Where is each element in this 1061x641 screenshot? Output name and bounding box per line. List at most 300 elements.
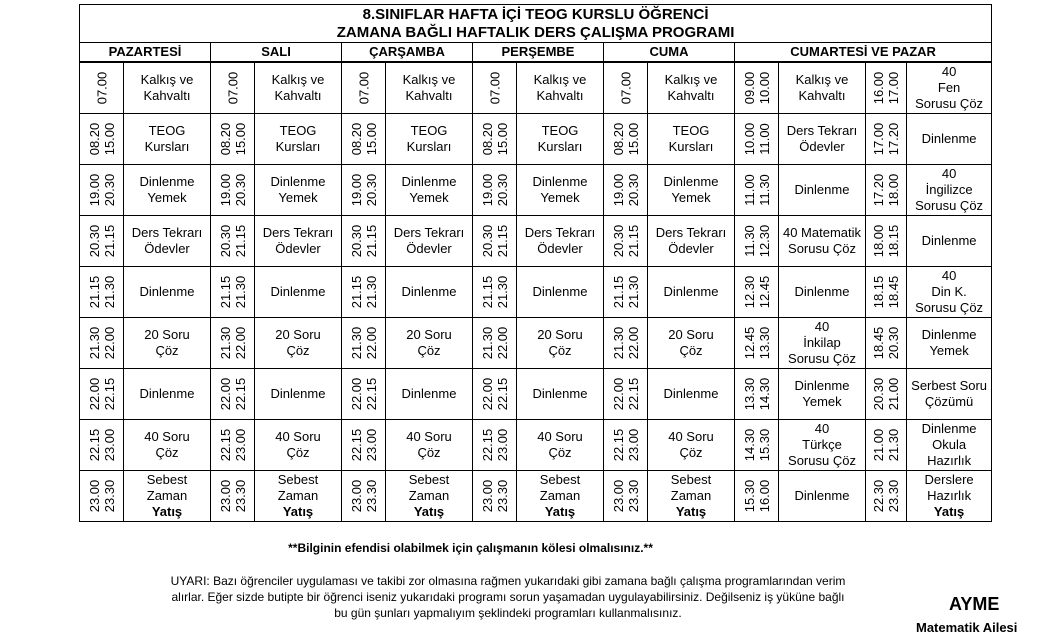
activity-cell bbox=[255, 216, 342, 267]
time-value: 12.45 bbox=[741, 326, 757, 360]
time-value: 21.15 bbox=[479, 275, 495, 309]
time-value: 22.00 bbox=[232, 326, 248, 360]
activity-line: Dinlenme bbox=[401, 174, 457, 189]
time-value: 19.00 bbox=[86, 173, 102, 207]
activity-line: Dinlenme bbox=[663, 284, 719, 299]
time-value: 21.15 bbox=[494, 224, 510, 258]
time-range bbox=[742, 72, 772, 105]
schedule-row bbox=[80, 420, 992, 471]
time-range bbox=[611, 429, 641, 462]
activity-line: Dinlenme bbox=[270, 284, 326, 299]
activity-cell bbox=[648, 165, 735, 216]
activity-cell bbox=[648, 114, 735, 165]
time-range bbox=[871, 378, 901, 411]
activity-line: Dinlenme bbox=[794, 182, 850, 197]
time-value: 08.20 bbox=[610, 122, 626, 156]
activity-line: Kahvaltı bbox=[798, 88, 846, 103]
time-range bbox=[349, 174, 379, 207]
time-range bbox=[94, 72, 109, 105]
time-value: 23.00 bbox=[610, 479, 626, 513]
time-cell bbox=[604, 369, 648, 420]
activity-line: Dinlenme bbox=[139, 174, 195, 189]
activity-line: TEOG bbox=[410, 123, 448, 138]
activity-line: Çöz bbox=[548, 445, 572, 460]
activity-cell bbox=[779, 267, 866, 318]
day-header-tuesday: SALI bbox=[211, 43, 342, 63]
time-value: 07.00 bbox=[225, 71, 240, 105]
time-value: 20.30 bbox=[363, 173, 379, 207]
time-value: 20.30 bbox=[494, 173, 510, 207]
time-cell bbox=[866, 216, 907, 267]
time-range bbox=[871, 225, 901, 258]
activity-cell bbox=[386, 369, 473, 420]
activity-cell bbox=[386, 471, 473, 522]
time-range bbox=[611, 378, 641, 411]
time-value: 21.30 bbox=[886, 428, 901, 462]
time-cell bbox=[473, 114, 517, 165]
activity-line: Çöz bbox=[548, 343, 572, 358]
activity-line: Ödevler bbox=[799, 139, 845, 154]
activity-line: Sorusu Çöz bbox=[915, 96, 984, 111]
time-value: 22.15 bbox=[348, 428, 364, 462]
activity-line: 40 bbox=[941, 166, 957, 181]
activity-line: Dinlenme bbox=[663, 174, 719, 189]
title-line-2: ZAMANA BAĞLI HAFTALIK DERS ÇALIŞMA PROGRAMI bbox=[336, 23, 735, 41]
time-value: 07.00 bbox=[356, 71, 371, 105]
activity-cell bbox=[386, 62, 473, 114]
time-value: 22.30 bbox=[871, 479, 886, 513]
time-range bbox=[611, 225, 641, 258]
time-cell bbox=[473, 165, 517, 216]
time-value: 15.30 bbox=[756, 428, 772, 462]
time-value: 14.30 bbox=[756, 377, 772, 411]
time-value: 15.30 bbox=[741, 479, 757, 513]
time-range bbox=[349, 225, 379, 258]
day-header-thursday: PERŞEMBE bbox=[473, 43, 604, 63]
time-value: 23.00 bbox=[494, 428, 510, 462]
activity-line: Dinlenme bbox=[794, 378, 850, 393]
activity-line: Sebest bbox=[408, 472, 450, 487]
time-cell bbox=[80, 267, 124, 318]
activity-line: Kahvaltı bbox=[536, 88, 584, 103]
activity-cell bbox=[648, 216, 735, 267]
activity-line: 40 Matematik bbox=[782, 225, 862, 240]
activity-line: 40 bbox=[814, 319, 830, 334]
time-range bbox=[349, 276, 379, 309]
time-value: 23.30 bbox=[886, 479, 901, 513]
time-value: 09.00 bbox=[741, 71, 757, 105]
time-value: 19.00 bbox=[217, 173, 233, 207]
activity-line: Dinlenme bbox=[532, 174, 588, 189]
time-range bbox=[611, 174, 641, 207]
time-range bbox=[87, 225, 117, 258]
time-value: 10.00 bbox=[756, 71, 772, 105]
time-value: 20.30 bbox=[232, 173, 248, 207]
activity-cell bbox=[779, 165, 866, 216]
time-value: 23.00 bbox=[625, 428, 641, 462]
motto-text: **Bilginin efendisi olabilmek için çalışmanın kölesi olmalısınız.** bbox=[288, 541, 653, 555]
time-range bbox=[218, 429, 248, 462]
time-cell bbox=[473, 62, 517, 114]
activity-line: 40 Soru bbox=[668, 429, 714, 444]
time-cell bbox=[342, 62, 386, 114]
time-value: 20.30 bbox=[625, 173, 641, 207]
time-value: 21.30 bbox=[217, 326, 233, 360]
time-cell bbox=[604, 62, 648, 114]
time-cell bbox=[473, 369, 517, 420]
activity-cell bbox=[255, 165, 342, 216]
bedtime-label: Yatış bbox=[282, 504, 314, 519]
time-range bbox=[87, 174, 117, 207]
time-value: 20.30 bbox=[86, 224, 102, 258]
bedtime-label: Yatış bbox=[933, 504, 965, 519]
activity-cell bbox=[255, 62, 342, 114]
time-cell bbox=[473, 318, 517, 369]
activity-cell bbox=[907, 216, 992, 267]
time-value: 15.00 bbox=[625, 122, 641, 156]
activity-line: Kursları bbox=[668, 139, 714, 154]
activity-line: Sorusu Çöz bbox=[788, 453, 856, 468]
time-cell bbox=[80, 114, 124, 165]
time-range bbox=[349, 480, 379, 513]
schedule-row bbox=[80, 369, 992, 420]
activity-cell bbox=[779, 216, 866, 267]
activity-line: Ödevler bbox=[275, 241, 321, 256]
time-value: 20.30 bbox=[217, 224, 233, 258]
bedtime-label: Yatış bbox=[151, 504, 183, 519]
warning-block bbox=[108, 573, 908, 621]
time-value: 22.15 bbox=[363, 377, 379, 411]
title-line-1: 8.SINIFLAR HAFTA İÇİ TEOG KURSLU ÖĞRENCİ bbox=[362, 5, 709, 23]
activity-cell bbox=[779, 471, 866, 522]
time-range bbox=[871, 72, 901, 105]
time-cell bbox=[473, 420, 517, 471]
activity-cell bbox=[255, 114, 342, 165]
schedule-title bbox=[80, 5, 992, 43]
time-cell bbox=[866, 62, 907, 114]
time-range bbox=[742, 378, 772, 411]
bedtime-label: Yatış bbox=[544, 504, 576, 519]
activity-line: Sorusu Çöz bbox=[915, 198, 984, 213]
activity-line: Kahvaltı bbox=[405, 88, 453, 103]
activity-line: Kahvaltı bbox=[667, 88, 715, 103]
time-cell bbox=[866, 318, 907, 369]
time-value: 08.20 bbox=[86, 122, 102, 156]
time-value: 20.30 bbox=[871, 377, 886, 411]
time-value: 22.00 bbox=[101, 326, 117, 360]
time-cell bbox=[211, 62, 255, 114]
time-value: 20.30 bbox=[886, 326, 901, 360]
time-cell bbox=[604, 318, 648, 369]
time-cell bbox=[80, 420, 124, 471]
activity-cell bbox=[517, 471, 604, 522]
time-cell bbox=[80, 369, 124, 420]
time-range bbox=[871, 480, 901, 513]
activity-line: Kalkış ve bbox=[271, 72, 325, 87]
time-value: 17.00 bbox=[886, 71, 901, 105]
time-value: 11.00 bbox=[756, 123, 772, 155]
time-value: 21.30 bbox=[494, 275, 510, 309]
activity-line: Sebest bbox=[539, 472, 581, 487]
time-range bbox=[87, 378, 117, 411]
time-cell bbox=[342, 114, 386, 165]
time-range bbox=[618, 72, 633, 105]
time-value: 21.15 bbox=[625, 224, 641, 258]
time-cell bbox=[211, 369, 255, 420]
activity-line: 20 Soru bbox=[275, 327, 321, 342]
time-value: 21.30 bbox=[348, 326, 364, 360]
activity-line: Ödevler bbox=[144, 241, 190, 256]
activity-cell bbox=[517, 114, 604, 165]
time-range bbox=[218, 480, 248, 513]
activity-line: Ders Tekrarı bbox=[524, 225, 596, 240]
activity-cell bbox=[124, 471, 211, 522]
activity-line: Türkçe bbox=[802, 437, 842, 452]
time-value: 15.00 bbox=[363, 122, 379, 156]
time-value: 12.30 bbox=[756, 224, 772, 258]
time-cell bbox=[866, 369, 907, 420]
activity-cell bbox=[907, 267, 992, 318]
activity-line: 20 Soru bbox=[668, 327, 714, 342]
schedule-row bbox=[80, 267, 992, 318]
activity-line: Dinlenme bbox=[663, 386, 719, 401]
activity-line: 40 bbox=[814, 421, 830, 436]
activity-line: Sebest bbox=[146, 472, 188, 487]
time-range bbox=[611, 123, 641, 156]
time-cell bbox=[604, 216, 648, 267]
time-value: 21.30 bbox=[363, 275, 379, 309]
time-cell bbox=[80, 62, 124, 114]
time-cell bbox=[735, 267, 779, 318]
time-range bbox=[480, 123, 510, 156]
activity-cell bbox=[517, 165, 604, 216]
activity-line: Sorusu Çöz bbox=[788, 351, 856, 366]
activity-cell bbox=[124, 165, 211, 216]
activity-line: Sorusu Çöz bbox=[915, 300, 984, 315]
time-value: 22.15 bbox=[610, 428, 626, 462]
time-value: 23.00 bbox=[348, 479, 364, 513]
time-range bbox=[218, 276, 248, 309]
time-value: 17.20 bbox=[886, 122, 901, 156]
activity-cell bbox=[386, 318, 473, 369]
time-range bbox=[742, 327, 772, 360]
time-value: 18.15 bbox=[886, 224, 901, 258]
time-range bbox=[349, 429, 379, 462]
warning-line: alırlar. Eğer sizde butipte bir öğrenci iseniz yukarıdaki programı sorun yaşamadan uygulayabilirsiniz. Değilseniz iş yüküne bağlı bbox=[171, 590, 845, 604]
time-range bbox=[611, 480, 641, 513]
time-cell bbox=[866, 267, 907, 318]
time-value: 23.00 bbox=[232, 428, 248, 462]
activity-line: 20 Soru bbox=[537, 327, 583, 342]
activity-cell bbox=[648, 369, 735, 420]
time-value: 20.30 bbox=[101, 173, 117, 207]
time-value: 13.30 bbox=[756, 326, 772, 360]
activity-line: Ders Tekrarı bbox=[786, 123, 858, 138]
activity-cell bbox=[124, 318, 211, 369]
time-cell bbox=[604, 114, 648, 165]
time-cell bbox=[604, 165, 648, 216]
time-cell bbox=[342, 216, 386, 267]
activity-line: Sebest bbox=[670, 472, 712, 487]
time-range bbox=[480, 276, 510, 309]
bedtime-label: Yatış bbox=[675, 504, 707, 519]
time-cell bbox=[473, 267, 517, 318]
time-value: 22.15 bbox=[494, 377, 510, 411]
time-value: 22.15 bbox=[479, 428, 495, 462]
activity-cell bbox=[779, 318, 866, 369]
activity-line: Dinlenme bbox=[794, 284, 850, 299]
time-value: 21.15 bbox=[101, 224, 117, 258]
activity-cell bbox=[386, 165, 473, 216]
activity-line: Çöz bbox=[679, 343, 703, 358]
warning-line: bu gün şunları yapmalıyım şeklindeki programları kullanmalısınız. bbox=[334, 606, 682, 620]
time-value: 21.00 bbox=[871, 428, 886, 462]
time-value: 21.15 bbox=[217, 275, 233, 309]
activity-line: 20 Soru bbox=[144, 327, 190, 342]
time-range bbox=[871, 123, 901, 156]
activity-cell bbox=[255, 471, 342, 522]
time-cell bbox=[604, 471, 648, 522]
activity-cell bbox=[907, 114, 992, 165]
time-value: 20.30 bbox=[479, 224, 495, 258]
schedule-row bbox=[80, 62, 992, 114]
time-range bbox=[742, 276, 772, 309]
activity-line: Dinlenme bbox=[532, 284, 588, 299]
time-cell bbox=[735, 62, 779, 114]
time-value: 07.00 bbox=[487, 71, 502, 105]
time-cell bbox=[211, 267, 255, 318]
time-value: 21.30 bbox=[610, 326, 626, 360]
activity-line: Dinlenme bbox=[794, 488, 850, 503]
activity-cell bbox=[779, 62, 866, 114]
time-range bbox=[871, 429, 901, 462]
time-value: 15.00 bbox=[494, 122, 510, 156]
activity-cell bbox=[648, 62, 735, 114]
time-cell bbox=[342, 318, 386, 369]
activity-line: Yemek bbox=[929, 343, 969, 358]
activity-line: Dinlenme bbox=[532, 386, 588, 401]
activity-line: TEOG bbox=[541, 123, 579, 138]
time-cell bbox=[211, 114, 255, 165]
time-value: 23.30 bbox=[363, 479, 379, 513]
activity-cell bbox=[517, 420, 604, 471]
time-range bbox=[349, 123, 379, 156]
activity-cell bbox=[386, 114, 473, 165]
time-value: 17.20 bbox=[871, 173, 886, 207]
activity-cell bbox=[255, 267, 342, 318]
time-value: 18.15 bbox=[871, 275, 886, 309]
activity-cell bbox=[124, 114, 211, 165]
time-cell bbox=[735, 318, 779, 369]
activity-line: Çöz bbox=[679, 445, 703, 460]
time-value: 21.15 bbox=[363, 224, 379, 258]
time-range bbox=[611, 327, 641, 360]
time-value: 15.00 bbox=[101, 122, 117, 156]
activity-line: Kalkış ve bbox=[402, 72, 456, 87]
time-cell bbox=[211, 471, 255, 522]
activity-line: Serbest Soru bbox=[911, 378, 988, 393]
activity-line: Ders Tekrarı bbox=[655, 225, 727, 240]
activity-cell bbox=[907, 420, 992, 471]
time-value: 21.30 bbox=[101, 275, 117, 309]
activity-line: Kahvaltı bbox=[274, 88, 322, 103]
time-range bbox=[356, 72, 371, 105]
time-cell bbox=[735, 165, 779, 216]
activity-line: Kahvaltı bbox=[143, 88, 191, 103]
time-range bbox=[871, 327, 901, 360]
activity-cell bbox=[124, 420, 211, 471]
time-cell bbox=[866, 165, 907, 216]
activity-line: Yemek bbox=[802, 394, 842, 409]
activity-line: Ödevler bbox=[537, 241, 583, 256]
time-value: 22.15 bbox=[217, 428, 233, 462]
activity-cell bbox=[255, 318, 342, 369]
activity-line: Kursları bbox=[406, 139, 452, 154]
time-cell bbox=[866, 471, 907, 522]
time-range bbox=[742, 480, 772, 513]
time-range bbox=[218, 378, 248, 411]
time-cell bbox=[604, 420, 648, 471]
activity-line: Kalkış ve bbox=[533, 72, 587, 87]
warning-line: UYARI: Bazı öğrenciler uygulaması ve takibi zor olmasına rağmen yukarıdaki gibi zamana bağlı çalışma programlarından verim bbox=[170, 574, 846, 588]
activity-line: 40 bbox=[941, 268, 957, 283]
activity-line: Kursları bbox=[275, 139, 321, 154]
time-range bbox=[742, 174, 772, 206]
time-value: 22.15 bbox=[625, 377, 641, 411]
activity-line: Derslere bbox=[924, 472, 974, 487]
time-value: 21.30 bbox=[479, 326, 495, 360]
activity-line: Dinlenme bbox=[139, 284, 195, 299]
time-cell bbox=[211, 318, 255, 369]
activity-line: İngilizce bbox=[925, 182, 973, 197]
schedule-table bbox=[79, 4, 992, 522]
time-value: 23.00 bbox=[217, 479, 233, 513]
time-cell bbox=[80, 165, 124, 216]
time-value: 23.30 bbox=[625, 479, 641, 513]
time-value: 18.45 bbox=[871, 326, 886, 360]
activity-line: Fen bbox=[937, 80, 961, 95]
time-value: 22.00 bbox=[363, 326, 379, 360]
activity-line: Yemek bbox=[147, 190, 187, 205]
time-cell bbox=[80, 216, 124, 267]
time-value: 11.00 bbox=[741, 174, 757, 206]
time-cell bbox=[342, 420, 386, 471]
time-value: 12.30 bbox=[741, 275, 757, 309]
time-value: 16.00 bbox=[871, 71, 886, 105]
time-range bbox=[87, 123, 117, 156]
time-range bbox=[480, 429, 510, 462]
time-value: 08.20 bbox=[348, 122, 364, 156]
time-value: 07.00 bbox=[618, 71, 633, 105]
time-range bbox=[349, 378, 379, 411]
time-value: 13.30 bbox=[741, 377, 757, 411]
time-range bbox=[87, 327, 117, 360]
time-range bbox=[871, 276, 901, 309]
day-header-monday: PAZARTESİ bbox=[80, 43, 211, 63]
activity-line: Çöz bbox=[417, 445, 441, 460]
schedule-row bbox=[80, 165, 992, 216]
activity-line: Dinlenme bbox=[139, 386, 195, 401]
time-value: 21.15 bbox=[232, 224, 248, 258]
activity-line: Dinlenme bbox=[270, 386, 326, 401]
activity-cell bbox=[648, 420, 735, 471]
activity-cell bbox=[386, 420, 473, 471]
time-range bbox=[218, 123, 248, 156]
time-range bbox=[742, 123, 772, 156]
time-range bbox=[480, 225, 510, 258]
time-cell bbox=[211, 216, 255, 267]
time-value: 08.20 bbox=[479, 122, 495, 156]
